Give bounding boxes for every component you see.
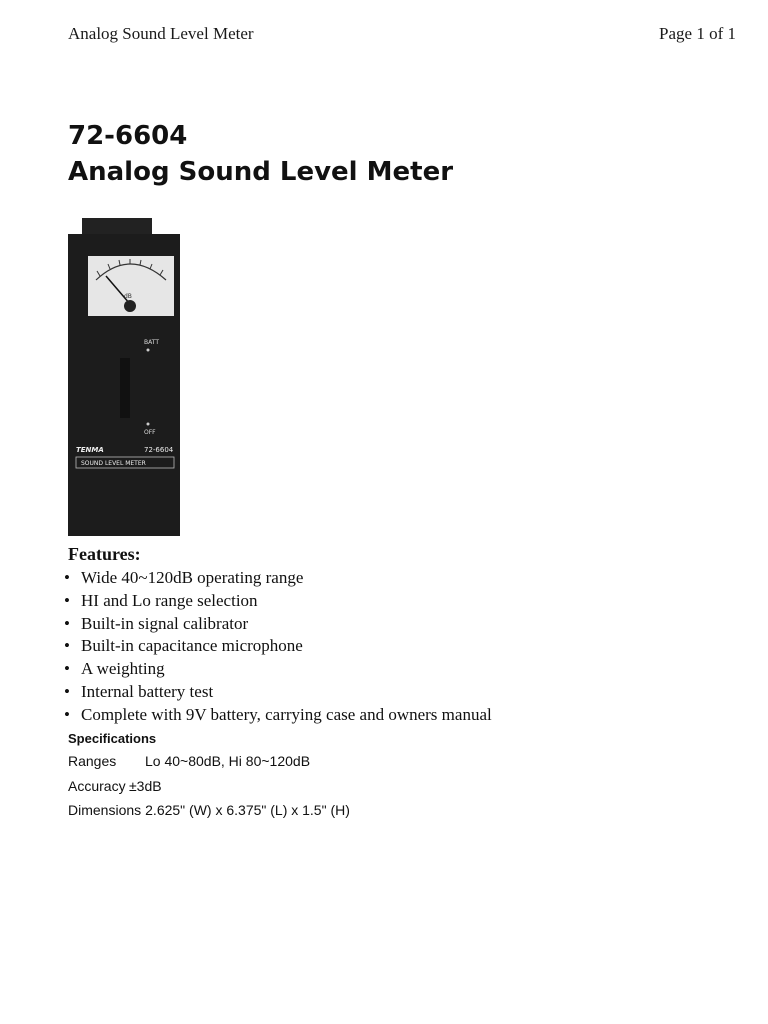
bullet-icon: • xyxy=(64,704,70,724)
bullet-icon: • xyxy=(64,636,70,656)
model-number: 72-6604 xyxy=(68,121,188,151)
feature-text: Complete with 9V battery, carrying case and owners manual xyxy=(81,704,492,724)
meter-illustration xyxy=(68,218,180,536)
list-item xyxy=(64,704,492,727)
feature-text: Internal battery test xyxy=(81,681,214,701)
spec-label: Accuracy xyxy=(68,778,126,794)
bullet-icon: • xyxy=(64,681,70,701)
feature-text: A weighting xyxy=(81,659,165,679)
meter-scale-label: dB xyxy=(124,293,132,300)
header-title: Analog Sound Level Meter xyxy=(68,24,254,43)
model-label: 72-6604 xyxy=(144,446,174,454)
feature-text: Built-in signal calibrator xyxy=(81,613,249,633)
bullet-icon: • xyxy=(64,613,70,633)
list-item xyxy=(64,613,492,636)
specifications-heading: Specifications xyxy=(68,731,157,746)
feature-text: Built-in capacitance microphone xyxy=(81,636,303,656)
spec-value: ±3dB xyxy=(129,778,162,794)
spec-row-ranges xyxy=(68,753,310,769)
spec-row-dimensions xyxy=(68,802,350,818)
list-item xyxy=(64,567,492,590)
batt-label: BATT xyxy=(144,339,159,346)
feature-text: Wide 40~120dB operating range xyxy=(81,568,304,587)
list-item xyxy=(64,635,492,658)
page-title xyxy=(68,118,453,190)
spec-value: 2.625" (W) x 6.375" (L) x 1.5" (H) xyxy=(145,802,350,818)
features-list xyxy=(64,567,492,727)
list-item xyxy=(64,658,492,681)
features-heading: Features: xyxy=(68,544,141,564)
sound-level-meter-photo xyxy=(68,218,180,536)
spec-label: Dimensions xyxy=(68,802,142,818)
list-item xyxy=(64,590,492,613)
spec-row-accuracy xyxy=(68,778,162,794)
off-label: OFF xyxy=(144,429,156,436)
bullet-icon: • xyxy=(64,590,70,610)
spec-value: Lo 40~80dB, Hi 80~120dB xyxy=(145,753,311,769)
list-item xyxy=(64,681,492,704)
spec-label: Ranges xyxy=(68,753,117,769)
bullet-icon: • xyxy=(64,568,70,587)
page-number: Page 1 of 1 xyxy=(659,24,736,43)
range-switch-slot xyxy=(120,358,130,418)
device-label: SOUND LEVEL METER xyxy=(81,460,146,467)
feature-text: HI and Lo range selection xyxy=(81,590,258,610)
product-name: Analog Sound Level Meter xyxy=(68,157,454,187)
brand-logo: TENMA xyxy=(76,446,104,454)
bullet-icon: • xyxy=(64,659,70,679)
needle-pivot xyxy=(124,300,136,312)
